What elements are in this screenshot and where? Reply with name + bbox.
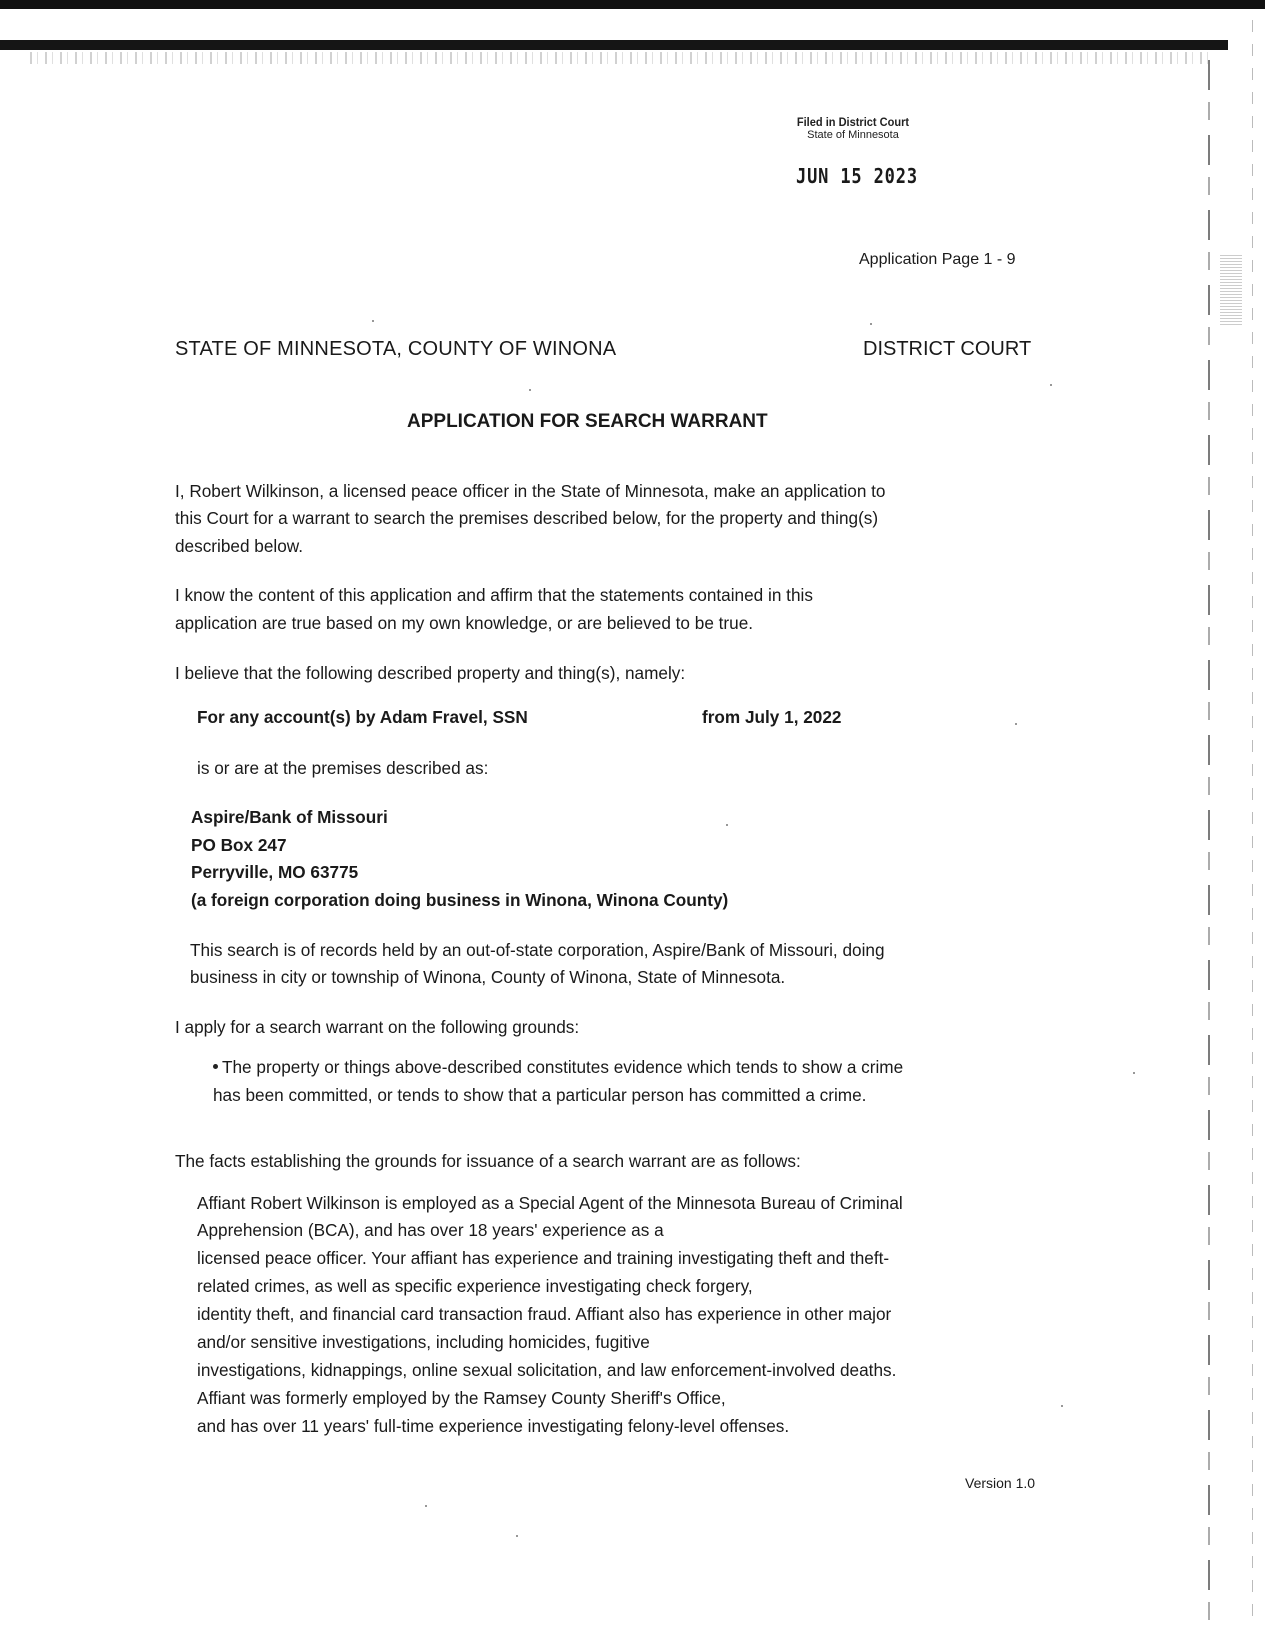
scan-speck (1015, 723, 1017, 725)
scan-speck (1061, 1405, 1063, 1407)
scan-right-edge (1208, 60, 1210, 1620)
intro-line: described below. (175, 536, 304, 556)
scan-speck (516, 1535, 518, 1537)
court-name: DISTRICT COURT (863, 338, 1032, 360)
address-line: PO Box 247 (191, 835, 287, 855)
scan-speck (1133, 1072, 1135, 1074)
address-line: Aspire/Bank of Missouri (191, 807, 388, 827)
scan-noise (30, 52, 1210, 64)
facts-line: related crimes, as well as specific experience investigating check forgery, (197, 1276, 753, 1296)
scan-smudge (1220, 255, 1242, 325)
stamp-state-line: State of Minnesota (807, 129, 899, 141)
affirm-line: application are true based on my own knowledge, or are believed to be true. (175, 613, 754, 633)
stamp-date: JUN 15 2023 (796, 164, 918, 188)
scan-speck (425, 1505, 427, 1507)
scan-speck (1050, 384, 1052, 386)
facts-line: licensed peace officer. Your affiant has experience and training investigating theft and theft- (197, 1248, 890, 1268)
believe-line: I believe that the following described property and thing(s), namely: (175, 663, 686, 683)
account-date-range: from July 1, 2022 (702, 707, 842, 727)
document-title: APPLICATION FOR SEARCH WARRANT (407, 411, 768, 432)
scan-top-edge (0, 0, 1265, 9)
facts-line: Affiant was formerly employed by the Ramsey County Sheriff's Office, (197, 1388, 726, 1408)
scan-speck (870, 323, 872, 325)
facts-line: Apprehension (BCA), and has over 18 years' experience as a (197, 1220, 664, 1240)
grounds-intro: I apply for a search warrant on the following grounds: (175, 1017, 580, 1037)
facts-line: investigations, kidnappings, online sexual solicitation, and law enforcement-involved deaths. (197, 1360, 897, 1380)
bullet-line: The property or things above-described constitutes evidence which tends to show a crime (222, 1057, 904, 1077)
facts-intro: The facts establishing the grounds for issuance of a search warrant are as follows: (175, 1151, 801, 1171)
page-label: Application Page 1 - 9 (859, 251, 1016, 268)
stamp-court-line: Filed in District Court (796, 115, 910, 129)
premises-intro: is or are at the premises described as: (197, 758, 489, 778)
search-line: business in city or township of Winona, County of Winona, State of Minnesota. (190, 967, 786, 987)
intro-line: I, Robert Wilkinson, a licensed peace officer in the State of Minnesota, make an application to (175, 481, 886, 501)
scan-speck (529, 389, 531, 391)
scan-band (0, 40, 1228, 50)
version-label: Version 1.0 (965, 1475, 1036, 1491)
address-line: Perryville, MO 63775 (191, 862, 359, 882)
intro-line: this Court for a warrant to search the premises described below, for the property and thing(s) (175, 508, 879, 528)
bullet-icon (213, 1064, 218, 1069)
scan-speck (372, 320, 374, 322)
court-jurisdiction: STATE OF MINNESOTA, COUNTY OF WINONA (175, 338, 617, 360)
facts-line: Affiant Robert Wilkinson is employed as a Special Agent of the Minnesota Bureau of Criminal (197, 1193, 903, 1213)
address-line: (a foreign corporation doing business in Winona, Winona County) (191, 890, 729, 910)
affirm-line: I know the content of this application and affirm that the statements contained in this (175, 585, 813, 605)
facts-line: and has over 11 years' full-time experience investigating felony-level offenses. (197, 1416, 790, 1436)
account-description: For any account(s) by Adam Fravel, SSN (197, 707, 528, 727)
scan-right-edge-faint (1252, 20, 1253, 1620)
search-line: This search is of records held by an out-of-state corporation, Aspire/Bank of Missouri, doing (190, 940, 885, 960)
scan-speck (726, 824, 728, 826)
facts-line: identity theft, and financial card transaction fraud. Affiant also has experience in other major (197, 1304, 892, 1324)
facts-line: and/or sensitive investigations, including homicides, fugitive (197, 1332, 650, 1352)
bullet-line: has been committed, or tends to show that a particular person has committed a crime. (213, 1085, 867, 1105)
filed-stamp (778, 115, 928, 142)
